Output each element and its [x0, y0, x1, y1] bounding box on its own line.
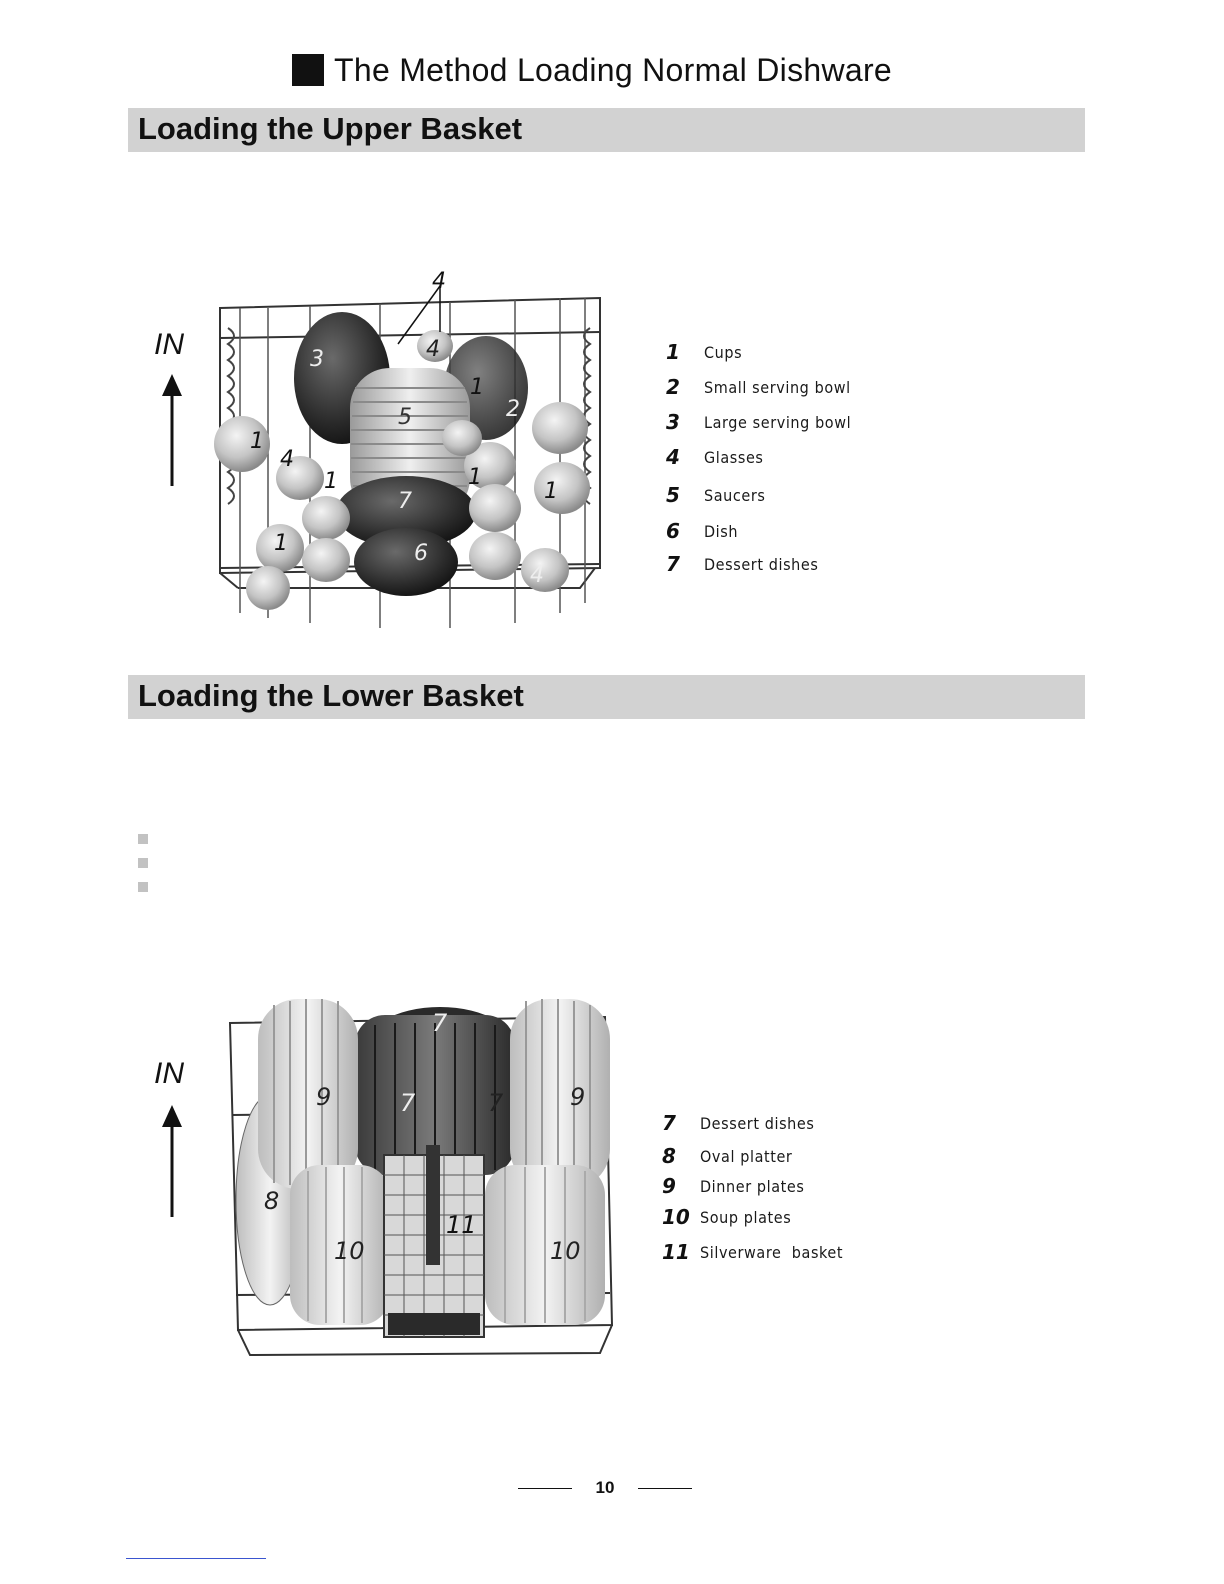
svg-text:1: 1	[250, 429, 264, 454]
upper-basket-figure	[150, 268, 620, 634]
svg-text:7: 7	[488, 1089, 504, 1117]
svg-text:10: 10	[334, 1237, 365, 1265]
svg-text:9: 9	[316, 1083, 332, 1111]
upper-legend-item: 3 Large serving bowl	[666, 410, 852, 434]
svg-text:7: 7	[432, 1009, 448, 1037]
page-number-text: 10	[595, 1478, 615, 1497]
svg-text:11: 11	[446, 1211, 477, 1239]
svg-text:4: 4	[280, 447, 294, 472]
svg-text:2: 2	[506, 397, 520, 422]
upper-legend	[666, 340, 926, 580]
upper-callout-glasses-top: 4	[432, 269, 446, 294]
lower-basket-figure	[150, 995, 630, 1365]
svg-text:3: 3	[310, 347, 324, 372]
upper-section-heading-bar	[128, 108, 1085, 152]
svg-text:1: 1	[544, 479, 558, 504]
svg-text:1: 1	[274, 531, 288, 556]
upper-basket-illustration	[150, 268, 620, 634]
upper-legend-item: 4 Glasses	[666, 445, 764, 469]
upper-section-heading: Loading the Upper Basket	[138, 111, 523, 146]
svg-text:7: 7	[400, 1089, 416, 1117]
svg-text:1: 1	[470, 375, 484, 400]
svg-text:9: 9	[570, 1083, 586, 1111]
lower-legend	[662, 1111, 922, 1271]
lower-legend-item: 11 Silverware basket	[662, 1240, 844, 1264]
lower-legend-item: 7 Dessert dishes	[662, 1111, 815, 1135]
page-title	[292, 50, 892, 90]
lower-section-heading: Loading the Lower Basket	[138, 678, 524, 713]
upper-legend-item: 7 Dessert dishes	[666, 552, 819, 576]
lower-legend-item: 9 Dinner plates	[662, 1174, 805, 1198]
page-title-text: The Method Loading Normal Dishware	[334, 51, 893, 88]
upper-up-arrow-icon	[162, 374, 182, 486]
silverware-basket	[384, 1145, 484, 1337]
lower-direction-label: IN	[154, 1057, 184, 1090]
upper-legend-item: 2 Small serving bowl	[666, 375, 851, 399]
page-number-rule-right	[638, 1488, 692, 1489]
lower-legend-item: 10 Soup plates	[662, 1205, 792, 1229]
upper-direction-label: IN	[154, 328, 184, 361]
page-number	[518, 1478, 692, 1498]
svg-text:7: 7	[398, 489, 412, 514]
title-square-icon	[292, 54, 324, 86]
lower-bullet-list	[138, 834, 148, 906]
svg-text:10: 10	[550, 1237, 581, 1265]
bullet-square-icon	[138, 882, 148, 892]
bullet-square-icon	[138, 858, 148, 868]
footer-line	[126, 1558, 266, 1559]
bullet-square-icon	[138, 834, 148, 844]
svg-text:4: 4	[426, 337, 440, 362]
lower-legend-item: 8 Oval platter	[662, 1144, 793, 1168]
svg-text:1: 1	[468, 465, 482, 490]
svg-text:8: 8	[264, 1187, 280, 1215]
page-number-rule-left	[518, 1488, 572, 1489]
svg-text:5: 5	[398, 405, 412, 430]
upper-legend-item: 5 Saucers	[666, 483, 766, 507]
svg-text:6: 6	[414, 541, 428, 566]
upper-legend-item: 1 Cups	[666, 340, 743, 364]
lower-up-arrow-icon	[162, 1105, 182, 1217]
upper-legend-item: 6 Dish	[666, 519, 739, 543]
lower-basket-illustration	[150, 995, 630, 1365]
lower-section-heading-bar	[128, 675, 1085, 719]
svg-text:1: 1	[324, 469, 338, 494]
svg-text:4: 4	[530, 563, 544, 588]
